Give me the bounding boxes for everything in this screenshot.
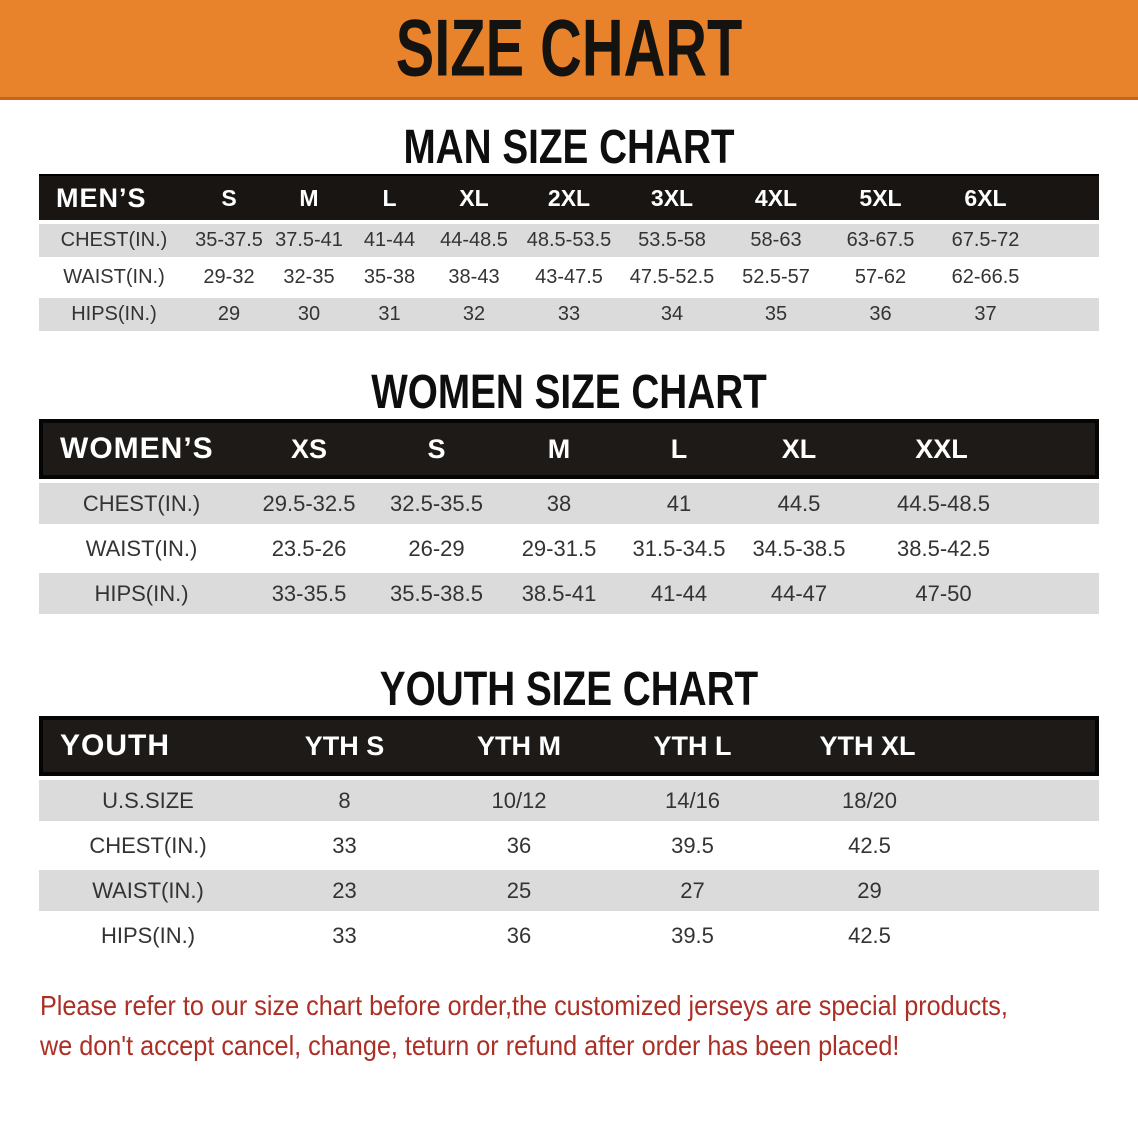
measurement-value: 33 [332, 832, 357, 858]
size-column-header: 3XL [620, 174, 724, 220]
measurement-value: 30 [269, 298, 349, 331]
women-section-title: WOMEN SIZE CHART [371, 363, 767, 419]
measurement-value: 10/12 [432, 780, 606, 821]
size-column-header: 6XL [933, 174, 1099, 220]
measurement-label: HIPS(IN.) [100, 922, 196, 948]
size-column-header: XL [430, 174, 518, 220]
size-column-header: XS [244, 419, 374, 479]
order-policy-line-1: Please refer to our size chart before order,the customized jerseys are special products, [40, 990, 1008, 1021]
measurement-value: 8 [257, 780, 432, 821]
measurement-value: 26-29 [408, 535, 465, 561]
table-category-label: YOUTH [39, 716, 257, 776]
women-size-table [39, 415, 1099, 618]
measurement-value: 31.5-34.5 [632, 535, 726, 561]
measurement-value: 57-62 [854, 266, 907, 288]
measurement-value: 34 [620, 298, 724, 331]
size-column-header: M [269, 174, 349, 220]
measurement-value: 42.5 [848, 922, 891, 948]
order-policy-note [40, 986, 1138, 1066]
measurement-value: 38.5-42.5 [897, 535, 990, 561]
measurement-value: 34.5-38.5 [752, 535, 846, 561]
size-chart-banner [0, 0, 1138, 100]
measurement-row [39, 528, 1099, 569]
measurement-value: 29.5-32.5 [244, 483, 374, 524]
measurement-value: 33 [518, 298, 620, 331]
size-column-header: XXL [859, 419, 1099, 479]
measurement-value: 47.5-52.5 [629, 266, 715, 288]
measurement-value: 33-35.5 [244, 573, 374, 614]
measurement-value: 29 [779, 870, 1099, 911]
size-column-header: L [619, 419, 739, 479]
measurement-value: 36 [828, 298, 933, 331]
measurement-row [39, 573, 1099, 614]
measurement-value: 36 [506, 922, 532, 948]
size-column-header: YTH M [432, 716, 606, 776]
banner-title: SIZE CHART [395, 3, 743, 94]
measurement-value: 35-37.5 [189, 224, 269, 257]
measurement-label: WAIST(IN.) [39, 870, 257, 911]
measurement-row [39, 870, 1099, 911]
size-column-header: S [374, 419, 499, 479]
size-column-header: XL [739, 419, 859, 479]
measurement-row [39, 298, 1099, 331]
measurement-value: 62-66.5 [951, 266, 1020, 288]
measurement-label: WAIST(IN.) [63, 266, 165, 288]
measurement-value: 38.5-41 [499, 573, 619, 614]
measurement-value: 42.5 [848, 832, 891, 858]
measurement-row [39, 224, 1099, 257]
size-column-header: L [349, 174, 430, 220]
measurement-value: 43-47.5 [535, 266, 603, 288]
table-category-label: WOMEN’S [39, 419, 244, 479]
size-column-header: M [499, 419, 619, 479]
measurement-value: 44-47 [739, 573, 859, 614]
measurement-row [39, 261, 1099, 294]
measurement-value: 48.5-53.5 [518, 224, 620, 257]
measurement-label: HIPS(IN.) [39, 298, 189, 331]
measurement-value: 35-38 [363, 266, 416, 288]
measurement-value: 53.5-58 [620, 224, 724, 257]
measurement-value: 35.5-38.5 [374, 573, 499, 614]
measurement-row [39, 915, 1099, 956]
size-column-header: YTH XL [779, 716, 1099, 776]
measurement-value: 32 [430, 298, 518, 331]
size-header-row [39, 419, 1099, 479]
size-column-header: YTH L [606, 716, 779, 776]
measurement-value: 38-43 [448, 266, 500, 288]
measurement-label: CHEST(IN.) [39, 224, 189, 257]
men-size-table [39, 170, 1099, 335]
order-policy-line-2: we don't accept cancel, change, teturn or refund after order has been placed! [40, 1030, 900, 1061]
men-section-title: MAN SIZE CHART [403, 118, 735, 174]
table-category-label: MEN’S [39, 174, 189, 220]
size-column-header: 2XL [518, 174, 620, 220]
measurement-label: HIPS(IN.) [39, 573, 244, 614]
measurement-value: 41 [619, 483, 739, 524]
measurement-value: 32.5-35.5 [374, 483, 499, 524]
measurement-label: CHEST(IN.) [39, 483, 244, 524]
measurement-value: 44-48.5 [430, 224, 518, 257]
measurement-label: WAIST(IN.) [85, 535, 198, 561]
measurement-value: 29-31.5 [521, 535, 597, 561]
measurement-value: 41-44 [619, 573, 739, 614]
measurement-value: 23 [257, 870, 432, 911]
measurement-value: 37 [933, 298, 1099, 331]
measurement-value: 39.5 [671, 922, 714, 948]
measurement-row [39, 825, 1099, 866]
size-column-header: 4XL [724, 174, 828, 220]
measurement-value: 38 [499, 483, 619, 524]
size-column-header: 5XL [828, 174, 933, 220]
measurement-value: 63-67.5 [828, 224, 933, 257]
measurement-row [39, 483, 1099, 524]
measurement-value: 37.5-41 [269, 224, 349, 257]
measurement-value: 36 [506, 832, 532, 858]
size-column-header: S [189, 174, 269, 220]
measurement-value: 32-35 [283, 266, 335, 288]
measurement-value: 39.5 [671, 832, 714, 858]
measurement-value: 27 [606, 870, 779, 911]
measurement-value: 18/20 [779, 780, 1099, 821]
measurement-value: 52.5-57 [742, 266, 810, 288]
measurement-value: 31 [349, 298, 430, 331]
measurement-value: 67.5-72 [933, 224, 1099, 257]
measurement-value: 23.5-26 [271, 535, 347, 561]
measurement-label: CHEST(IN.) [89, 832, 207, 858]
measurement-value: 44.5-48.5 [859, 483, 1099, 524]
youth-size-table [39, 712, 1099, 960]
measurement-value: 41-44 [349, 224, 430, 257]
measurement-value: 44.5 [739, 483, 859, 524]
measurement-value: 25 [432, 870, 606, 911]
size-header-row [39, 716, 1099, 776]
measurement-value: 33 [332, 922, 357, 948]
measurement-row [39, 780, 1099, 821]
size-column-header: YTH S [257, 716, 432, 776]
measurement-value: 29-32 [203, 266, 255, 288]
measurement-value: 14/16 [606, 780, 779, 821]
measurement-label: U.S.SIZE [39, 780, 257, 821]
measurement-value: 47-50 [859, 573, 1099, 614]
size-header-row [39, 174, 1099, 220]
youth-section-title: YOUTH SIZE CHART [379, 660, 759, 716]
measurement-value: 29 [189, 298, 269, 331]
measurement-value: 35 [724, 298, 828, 331]
measurement-value: 58-63 [724, 224, 828, 257]
